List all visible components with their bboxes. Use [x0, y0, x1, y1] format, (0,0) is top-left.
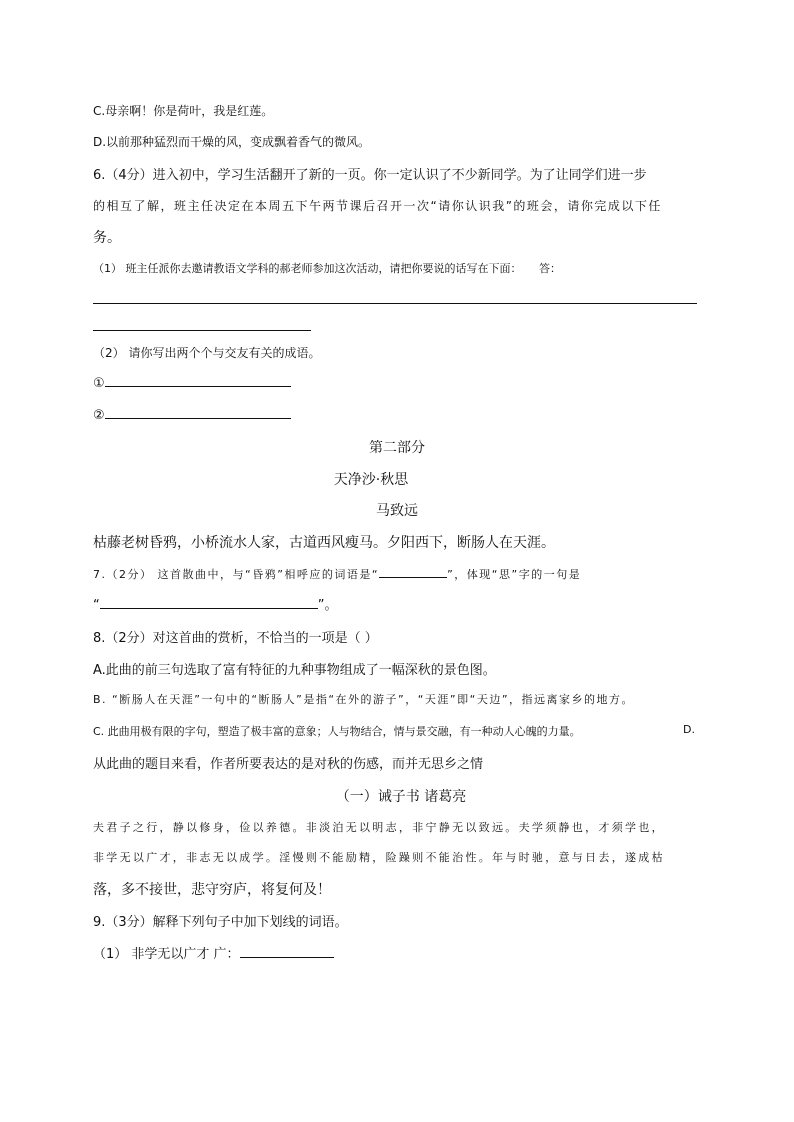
- q6-stem-line1: 6.（4分）进入初中，学习生活翻开了新的一页。你一定认识了不少新同学。为了让同学们进一步: [93, 168, 647, 183]
- q6-answer-line-2[interactable]: [93, 330, 311, 331]
- q6-idiom-2: [93, 406, 291, 423]
- q6-idiom-1: [93, 374, 291, 391]
- q6-mark-1: ①: [93, 376, 105, 391]
- q7-blank-2[interactable]: [100, 596, 318, 609]
- q7-text-b: ”，体现“思”字的一句是: [447, 568, 582, 581]
- poem-text: 枯藤老树昏鸦，小桥流水人家，古道西风瘦马。夕阳西下，断肠人在天涯。: [93, 535, 555, 551]
- q8-option-b: B. “断肠人在天涯”一句中的“断肠人”是指“在外的游子”，“天涯”即“天边”，指远离家乡的地方。: [93, 693, 635, 706]
- q8-option-d-letter: D.: [683, 723, 695, 736]
- passage-line1: 夫君子之行，静以修身，俭以养德。非淡泊无以明志，非宁静无以致远。夫学须静也，才须学也，: [93, 821, 665, 834]
- q6-mark-2: ②: [93, 408, 105, 423]
- passage-title: （一）诫子书 诸葛亮: [335, 789, 467, 805]
- poem-author: 马致远: [376, 503, 418, 519]
- q6-stem-line2: 的相互了解，班主任决定在本周五下午两节课后召开一次“请你认识我”的班会，请你完成以下任: [93, 199, 662, 213]
- part2-heading: 第二部分: [369, 440, 425, 456]
- q9-stem: 9.（3分）解释下列句子中加下划线的词语。: [93, 915, 348, 930]
- q6-stem-line3: 务。: [93, 230, 121, 246]
- passage-line3: 落，多不接世，悲守穷庐，将复何及！: [93, 882, 331, 898]
- passage-line2: 非学无以广才，非志无以成学。淫慢则不能励精，险躁则不能治性。年与时驰，意与日去，遂成枯: [93, 851, 665, 864]
- q7-blank-1[interactable]: [379, 565, 447, 578]
- q9-sub1-text: （1） 非学无以广才 广：: [93, 947, 240, 962]
- q7-close-quote: ”。: [317, 598, 338, 613]
- q6-idiom-2-blank[interactable]: [105, 406, 291, 419]
- q6-sub2: （2） 请你写出两个个与交友有关的成语。: [93, 346, 321, 360]
- q6-idiom-1-blank[interactable]: [105, 374, 291, 387]
- q6-sub1-text: （1） 班主任派你去邀请教语文学科的郝老师参加这次活动，请把你要说的话写在下面：: [93, 262, 522, 275]
- q7-line1: [93, 565, 581, 582]
- q8-option-a: A.此曲的前三句选取了富有特征的九种事物组成了一幅深秋的景色图。: [93, 663, 496, 678]
- q6-answer-line-1[interactable]: [93, 303, 697, 304]
- q5-option-c: C.母亲啊！你是荷叶，我是红莲。: [93, 104, 274, 118]
- q5-option-d: D.以前那种猛烈而干燥的风，变成飘着香气的微风。: [93, 135, 371, 149]
- q7-text-a: 7.（2分） 这首散曲中，与“昏鸦”相呼应的词语是“: [93, 568, 380, 581]
- poem-title: 天净沙·秋思: [333, 472, 409, 488]
- q8-option-c: C. 此曲用极有限的字句，塑造了极丰富的意象；人与物结合，情与景交融，有一种动人心魄的力量。: [93, 725, 581, 738]
- q7-line2: [93, 594, 338, 613]
- q7-open-quote: “: [93, 598, 100, 613]
- q9-sub1: [93, 943, 334, 962]
- q8-stem: 8.（2分）对这首曲的赏析，不恰当的一项是（ ）: [93, 631, 378, 646]
- q6-sub1: [93, 260, 561, 276]
- q9-sub1-blank[interactable]: [240, 945, 334, 958]
- q8-option-d-text: 从此曲的题目来看，作者所要表达的是对秋的伤感，而并无思乡之情: [93, 757, 484, 772]
- q6-sub1-answer-label: 答：: [539, 262, 561, 275]
